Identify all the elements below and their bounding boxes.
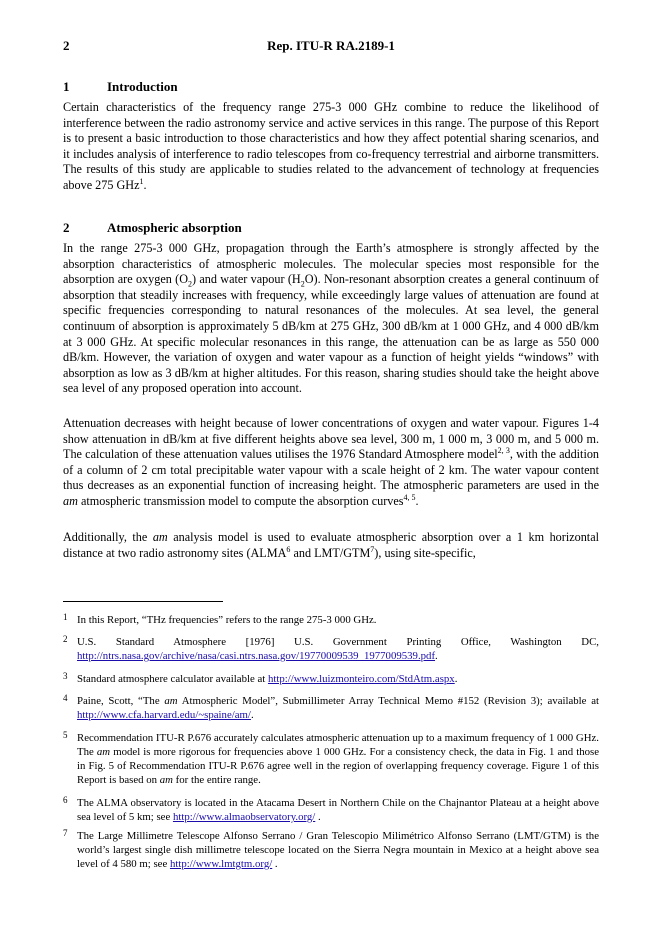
section-number: 1 xyxy=(63,79,70,94)
absorption-paragraph-2: Attenuation decreases with height because of lower concentrations of oxygen and water vapour. Figures 1-4 show attenuation in dB/km at five different heights above sea level, 300 m, 1 000 m, 3 000 m, and 5 000 m. The calculation of these attenuation values utilises the 1976 Standard Atmosphere model$^{2, 3}$, with the addition of a column of 2 cm total precipitable water vapour with a scale height of 2 km. The water vapour content thus decreases as an exponential function of increasing height. The atmospheric parameters are used in the am atmospheric transmission model to compute the absorption curves$^{4, 5}$. xyxy=(63,416,600,508)
intro-paragraph: Certain characteristics of the frequency range 275-3 000 GHz combine to reduce the likelihood of interference between the radio astronomy service and active services in this range. The purpose of this Report is to present a basic introduction to those characteristics and how they affect potential sharing scenarios, and it includes analysis of interference to radio telescopes from co-frequency terrestrial and airborne transmitters. The results of this study are applicable to studies related to the advancement of technology at frequencies above 275 GHz$^1$. xyxy=(63,100,599,192)
absorption-paragraph-3: Additionally, the am analysis model is used to evaluate atmospheric absorption over a 1 km horizontal distance at two radio astronomy sites (ALMA$^6$ and LMT/GTM$^7$), using site-specific, xyxy=(63,530,599,560)
footnote-1: 1 In this Report, “THz frequencies” refers to the range 275-3 000 GHz. xyxy=(63,612,377,626)
page-number: 2 xyxy=(63,38,70,53)
footnote-mark: 1 xyxy=(63,612,68,622)
footnote-3: 3 Standard atmosphere calculator available at http://www.luizmonteiro.com/StdAtm.aspx. xyxy=(63,671,458,685)
section-title: Introduction xyxy=(107,79,178,94)
footnote-mark: 6 xyxy=(63,795,68,805)
footnote-ref[interactable]: 4, 5 xyxy=(403,492,416,502)
footnote-2: 2 U.S. Standard Atmosphere [1976] U.S. Government Printing Office, Washington DC, http://ntrs.nasa.gov/archive/nasa/casi.ntrs.nasa.gov/19770009539_1977009539.pdf. xyxy=(63,634,599,662)
page-header xyxy=(63,38,599,58)
section-title: Atmospheric absorption xyxy=(107,220,242,235)
footnote-mark: 5 xyxy=(63,730,68,740)
section-number: 2 xyxy=(63,220,70,235)
footnote-link[interactable]: http://www.almaobservatory.org/ xyxy=(172,811,316,823)
footnote-5: 5 Recommendation ITU-R P.676 accurately calculates atmospheric attenuation up to a maximum frequency of 1 000 GHz. The am model is more rigorous for frequencies above 1 000 GHz. For a consistency check, the data in Fig. 1 and those in Fig. 5 of Recommendation ITU-R P.676 agree well in the region of overlapping frequency coverage. Figure 1 of this Report is based on am for the entire range. xyxy=(63,730,599,786)
footnote-link[interactable]: http://www.lmtgtm.org/ xyxy=(169,858,273,870)
footnote-7: 7 The Large Millimetre Telescope Alfonso Serrano / Gran Telescopio Milimétrico Alfonso Serrano (LMT/GTM) is the world’s largest single dish millimetre telescope located on the Sierra Negra mountain in Mexico at a height above sea level of 4 580 m; see http://www.lmtgtm.org/ . xyxy=(63,828,599,870)
footnote-ref[interactable]: 6 xyxy=(286,544,291,554)
footnote-mark: 3 xyxy=(63,671,68,681)
section-heading-introduction xyxy=(63,79,178,95)
footnote-ref[interactable]: 2, 3 xyxy=(497,446,510,456)
footnote-4: 4 Paine, Scott, “The am Atmospheric Model”, Submillimeter Array Technical Memo #152 (Revision 3); available at http://www.cfa.harvard.edu/~spaine/am/. xyxy=(63,693,599,721)
footnote-link[interactable]: http://www.luizmonteiro.com/StdAtm.aspx xyxy=(267,673,455,685)
footnote-ref[interactable]: 7 xyxy=(370,544,375,554)
footnote-separator xyxy=(63,601,223,602)
report-title: Rep. ITU-R RA.2189-1 xyxy=(267,38,395,53)
footnote-mark: 2 xyxy=(63,634,68,644)
section-heading-atmospheric-absorption xyxy=(63,220,242,236)
footnote-link[interactable]: http://www.cfa.harvard.edu/~spaine/am/ xyxy=(77,709,251,721)
footnote-ref[interactable]: 1 xyxy=(139,176,144,186)
footnote-mark: 4 xyxy=(63,693,68,703)
footnote-link[interactable]: http://ntrs.nasa.gov/archive/nasa/casi.ntrs.nasa.gov/19770009539_1977009539.pdf xyxy=(77,650,436,662)
footnote-6: 6 The ALMA observatory is located in the Atacama Desert in Northern Chile on the Chajnantor Plateau at a height above sea level of 5 km; see http://www.almaobservatory.org/ . xyxy=(63,795,599,823)
footnote-mark: 7 xyxy=(63,828,68,838)
absorption-paragraph-1: In the range 275-3 000 GHz, propagation through the Earth’s atmosphere is strongly affected by the absorption characteristics of atmospheric molecules. The molecular species most responsible for the absorption are oxygen $(O_2)$ and water vapour $(H_2O)$. Non-resonant absorption creates a general continuum of absorption that steadily increases with frequency, while exceedingly large values of attenuation are found at specific frequencies corresponding to natural resonances of the molecules. At sea level, the general continuum of absorption is approximately 5 dB/km at 275 GHz, 300 dB/km at 1 000 GHz, and 4 000 dB/km at 3 000 GHz. At specific molecular resonances in this range, the attenuation can be as large as 550 000 dB/km. However, the variation of oxygen and water vapour as a function of height yields “windows” with absorption as low as 3 dB/km at higher altitudes. For this reason, sharing studies should take the height above sea level of any proposed operation into account. xyxy=(63,241,599,396)
